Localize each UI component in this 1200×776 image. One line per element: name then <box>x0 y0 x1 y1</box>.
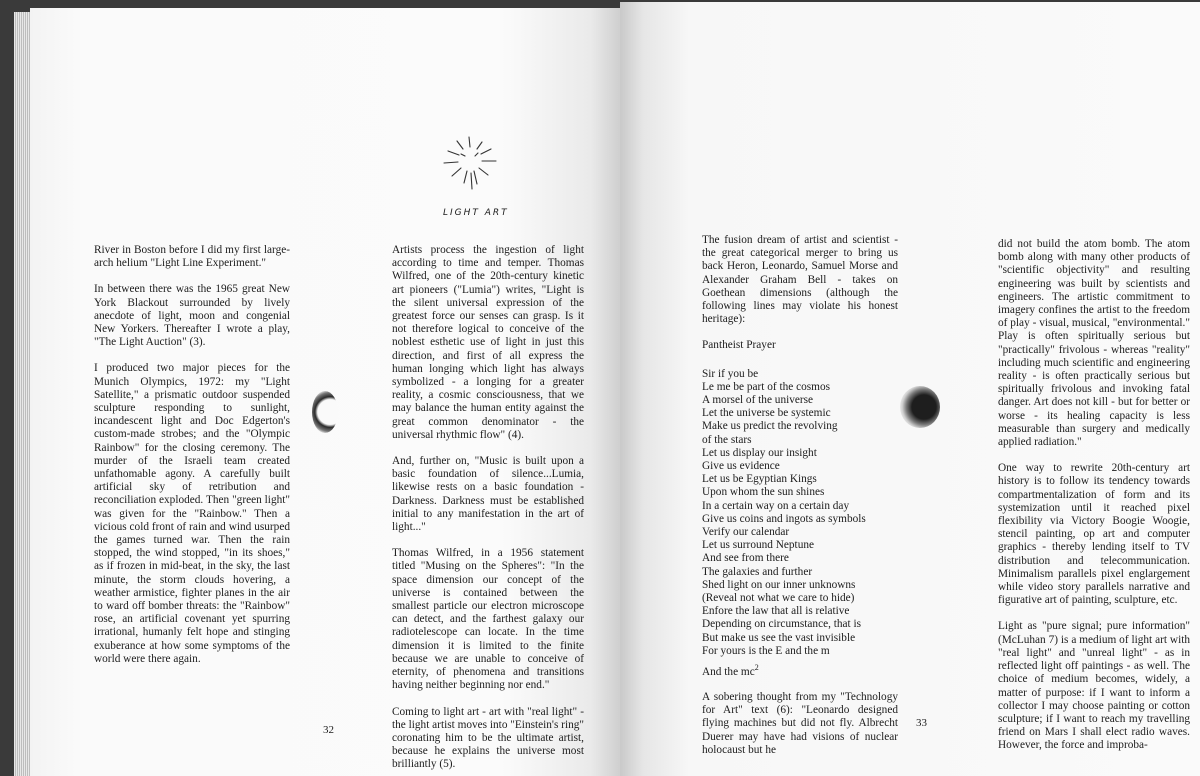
poem-line: Le me be part of the cosmos <box>702 380 830 393</box>
poem-line: Shed light on our inner unknowns <box>702 578 856 591</box>
page-number: 32 <box>323 724 334 736</box>
paragraph: One way to rewrite 20th-century art history is to follow its tendency towards compartmentalization of form and its systemization until it reached pixel flexibility via Victory Boogie Woogie, stencil painting, op art and computer graphics - thereby lending itself to TV distribution and telecommunication. Minimalism parallels pixel englargement while video story parallels narrative and figurative art of painting, sculpture, etc. <box>998 462 1190 607</box>
poem-line: Give us coins and ingots as symbols <box>702 512 866 525</box>
left-page <box>30 8 620 776</box>
poem-line: Give us evidence <box>702 460 780 473</box>
light-art-caption: LIGHT ART <box>443 208 509 218</box>
poem-line: Depending on circumstance, that is <box>702 618 862 631</box>
prayer-poem <box>702 368 898 679</box>
light-art-sun-icon <box>430 133 510 195</box>
poem-line: of the stars <box>702 433 752 446</box>
punch-hole <box>312 391 338 433</box>
poem-line: The galaxies and further <box>702 565 813 578</box>
paragraph: I produced two major pieces for the Munich Olympics, 1972: my "Light Satellite," a prismatic outdoor suspended sculpture responding to sunlight, incandescent light and Doc Edgerton's custom-made strobes; and the "Olympic Rainbow" for the closing ceremony. The murder of the Israeli team created unfathomable agony. A carefully built artificial sky of retribution and reconciliation exploded. Then "green light" was given for the "Rainbow." Then a vicious cold front of rain and wind usurped the games turned war. Then the rain stopped, the wind stopped, "in its shoes," as if frozen in mid-beat, in the sky, the last minute, the storm clouds hovering, a weather armistice, fighter planes in the air to ward off bomber threats: the "Rainbow" rose, an artificial covenant yet spurring irrational, humanly felt hope and stinging exuberance at how some symptoms of the world were there again. <box>94 362 290 665</box>
poem-line: (Reveal not what we care to hide) <box>702 592 855 605</box>
paragraph: Thomas Wilfred, in a 1956 statement titled "Musing on the Spheres": "In the space dimension our concept of the universe is contained between the smallest particle our electron microscope can detect, and the farthest galaxy our radiotelescope can locate. In the time dimension it is limited to the finite because we are unable to conceive of eternity, of phenomena and transitions having neither beginning nor end." <box>392 547 584 692</box>
poem-line: Sir if you be <box>702 367 759 380</box>
left-column-1 <box>94 244 290 679</box>
poem-line: But make us see the vast invisible <box>702 631 856 644</box>
paragraph: Coming to light art - art with "real light" - the light artist moves into "Einstein's ring" coronating him to be the ultimate artist, because he explains the universe most brilliantly (5). <box>392 705 584 771</box>
poem-line-last <box>702 661 898 679</box>
poem-line: For yours is the E and the m <box>702 644 830 657</box>
poem-line: Make us predict the revolving <box>702 420 838 433</box>
poem-line: In a certain way on a certain day <box>702 499 850 512</box>
poem-line: And see from there <box>702 552 789 565</box>
poem-line: Let us be Egyptian Kings <box>702 473 817 486</box>
poem-line: Let us surround Neptune <box>702 539 815 552</box>
paragraph: River in Boston before I did my first large-arch helium "Light Line Experiment." <box>94 244 290 270</box>
poem-line: A morsel of the universe <box>702 394 814 407</box>
paragraph: The fusion dream of artist and scientist - the great categorical merger to bring us back Heron, Leonardo, Samuel Morse and Alexander Graham Bell - takes on Goethean dimensions (although the following lines may violate his honest heritage): <box>702 234 898 326</box>
left-column-2 <box>392 244 584 776</box>
paragraph: In between there was the 1965 great New York Blackout surrounded by lively anecdote of light, moon and congenial New Yorkers. Thereafter I wrote a play, "The Light Auction" (3). <box>94 283 290 349</box>
poem-line: Verify our calendar <box>702 526 790 539</box>
superscript: 2 <box>754 663 759 673</box>
poem-line: Let us display our insight <box>702 446 817 459</box>
right-page <box>620 2 1200 776</box>
poem-line: Enfore the law that all is relative <box>702 605 850 618</box>
paragraph: Artists process the ingestion of light according to time and temper. Thomas Wilfred, one of the 20th-century kinetic art pioneers ("Lumia") writes, "Light is the silent universal expression of the greatest force our senses can grasp. Is it not therefore logical to conceive of the noblest esthetic use of light in just this direction, and first of all express the human longing which light has always symbolized - a longing for a greater reality, a cosmic consciousness, that we may balance the human entity against the great common denominator - the universal rhythmic flow" (4). <box>392 244 584 441</box>
right-column-1 <box>702 234 898 770</box>
punch-hole <box>900 386 940 428</box>
paragraph: And, further on, "Music is built upon a basic foundation of silence...Lumia, likewise rests on a basic foundation - Darkness. Darkness must be established initial to any manifestation in the art of light..." <box>392 455 584 534</box>
page-number: 33 <box>916 717 927 729</box>
right-column-2 <box>998 238 1190 766</box>
paragraph: Light as "pure signal; pure information" (McLuhan 7) is a medium of light art with "real light" and "unreal light" - as in reflected light off paintings - as well. The choice of medium becomes, widely, a matter of purpose: if I want to inform a collector I may choose painting or cotton sculpture; if I want to reach my travelling friend on Mars I shall elect radio waves. However, the force and improba- <box>998 620 1190 752</box>
poem-last-text: And the mc <box>702 665 755 678</box>
paragraph: did not build the atom bomb. The atom bomb along with many other products of "scientific objectivity" and resulting engineering was built by scientists and engineers. The artistic commitment to imagery confines the artist to the freedom of play - visual, musical, "environmental." Play is often spiritually serious but "practically" frivolous - whereas "reality" including much scientific and engineering reality - is often practically serious but spiritually frivolous and invoking fatal danger. Art does not kill - but for better or worse - its healing capacity is less measurable than surgery and medically applied radiation." <box>998 238 1190 449</box>
paragraph: A sobering thought from my "Technology for Art" text (6): "Leonardo designed flying machines but did not fly. Albrecht Duerer may have had visions of nuclear holocaust but he <box>702 691 898 756</box>
prayer-title: Pantheist Prayer <box>702 339 776 352</box>
poem-line: Let the universe be systemic <box>702 407 831 420</box>
poem-line: Upon whom the sun shines <box>702 486 825 499</box>
